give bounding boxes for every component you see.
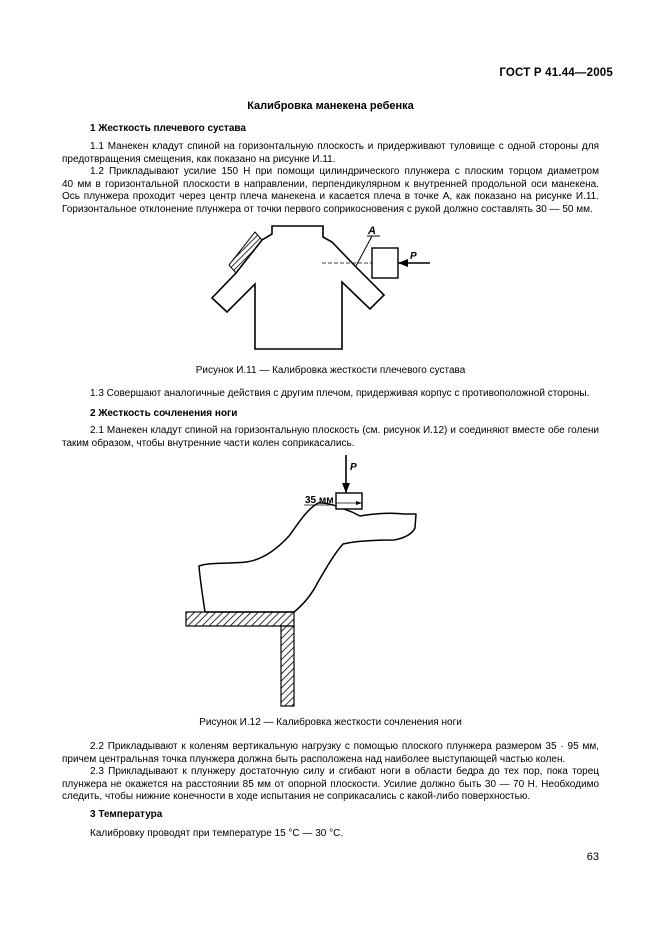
paragraph-1-3-line-1: 1.3 Совершают аналогичные действия с другим плечом, придерживая корпус с противоположной стороны.	[90, 388, 590, 399]
vertical-force-label: P	[350, 462, 357, 473]
paragraph-1-2	[62, 166, 599, 216]
paragraph-1-1-line-2: предотвращения смещения, как показано на рисунке И.11.	[62, 153, 336, 165]
paragraph-1-1	[62, 141, 599, 166]
paragraph-2-1	[62, 425, 599, 450]
page-number: 63	[586, 851, 599, 863]
paragraph-1-2-line-1: 1.2 Прикладывают усилие 150 Н при помощи цилиндрического плунжера с плоским торцом диаметром	[90, 166, 599, 177]
dimension-label: 35 мм	[305, 495, 334, 506]
figure-11-caption: Рисунок И.11 — Калибровка жесткости плечевого сустава	[195, 365, 466, 376]
point-a-leader	[356, 236, 372, 266]
document-code: ГОСТ Р 41.44—2005	[499, 67, 613, 79]
knee-plunger	[336, 493, 362, 509]
horizontal-support	[186, 612, 294, 626]
paragraph-1-2-line-4: Горизонтальное отклонение плунжера от точки первого соприкосновения с рукой должно составлять 30 — 50 мм.	[62, 203, 593, 215]
figure-12-caption: Рисунок И.12 — Калибровка жесткости сочленения ноги	[199, 717, 462, 728]
section-3-heading: 3 Температура	[90, 809, 163, 820]
paragraph-2-2	[62, 741, 599, 766]
paragraph-2-3-line-1: 2.3 Прикладывают к плунжеру достаточную силу и сгибают ноги в области бедра до тех пор, пока торец	[90, 766, 599, 777]
plunger	[372, 248, 398, 278]
page-title: Калибровка манекена ребенка	[247, 100, 414, 112]
vertical-force-head	[342, 483, 350, 493]
torso-outline	[212, 226, 384, 349]
paragraph-2-3-line-3: следить, чтобы нижние конечности в ходе испытания не соприкасались с какой-либо поверхностью.	[62, 791, 531, 802]
paragraph-2-3-line-2: плунжера не окажется на расстоянии 85 мм от опорной плоскости. Усилие должно быть 30 — 70 Н. Необходимо	[62, 778, 599, 790]
figure-11-shoulder-diagram	[200, 218, 440, 356]
paragraph-1-2-line-2: 40 мм в горизонтальной плоскости в направлении, перпендикулярном к внутренней продольной оси манекена.	[62, 178, 599, 190]
hatched-support	[229, 232, 262, 273]
point-a-label: A	[368, 225, 376, 237]
paragraph-1-2-line-3: Ось плунжера проходит через центр плеча манекена и касается плеча в точке А, как показано на рисунке И.11.	[62, 191, 599, 202]
paragraph-3-1-line-1: Калибровку проводят при температуре 15 °C — 30 °C.	[90, 828, 344, 839]
paragraph-2-1-line-2: таким образом, чтобы внутренние части колен соприкасались.	[62, 437, 355, 449]
paragraph-2-3	[62, 766, 599, 804]
paragraph-1-1-line-1: 1.1 Манекен кладут спиной на горизонтальную плоскость и придерживают туловище с одной стороны для	[90, 141, 599, 152]
paragraph-3-1	[62, 828, 599, 841]
vertical-support	[281, 626, 294, 706]
section-1-heading: 1 Жесткость плечевого сустава	[90, 123, 246, 134]
force-arrow-head	[398, 259, 408, 267]
paragraph-2-2-line-1: 2.2 Прикладывают к коленям вертикальную нагрузку с помощью плоского плунжера размером 35 · 95 мм,	[90, 741, 599, 752]
section-2-heading: 2 Жесткость сочленения ноги	[90, 408, 238, 419]
paragraph-1-3	[62, 388, 599, 401]
figure-12-leg-diagram	[180, 452, 430, 712]
leg-outline	[199, 503, 416, 612]
paragraph-2-1-line-1: 2.1 Манекен кладут спиной на горизонтальную плоскость (см. рисунок И.12) и соединяют вместе обе голени	[90, 425, 599, 436]
force-label: P	[410, 251, 417, 262]
paragraph-2-2-line-2: причем центральная точка плунжера должна быть расположена над наиболее выступающей частью колен.	[62, 753, 566, 765]
